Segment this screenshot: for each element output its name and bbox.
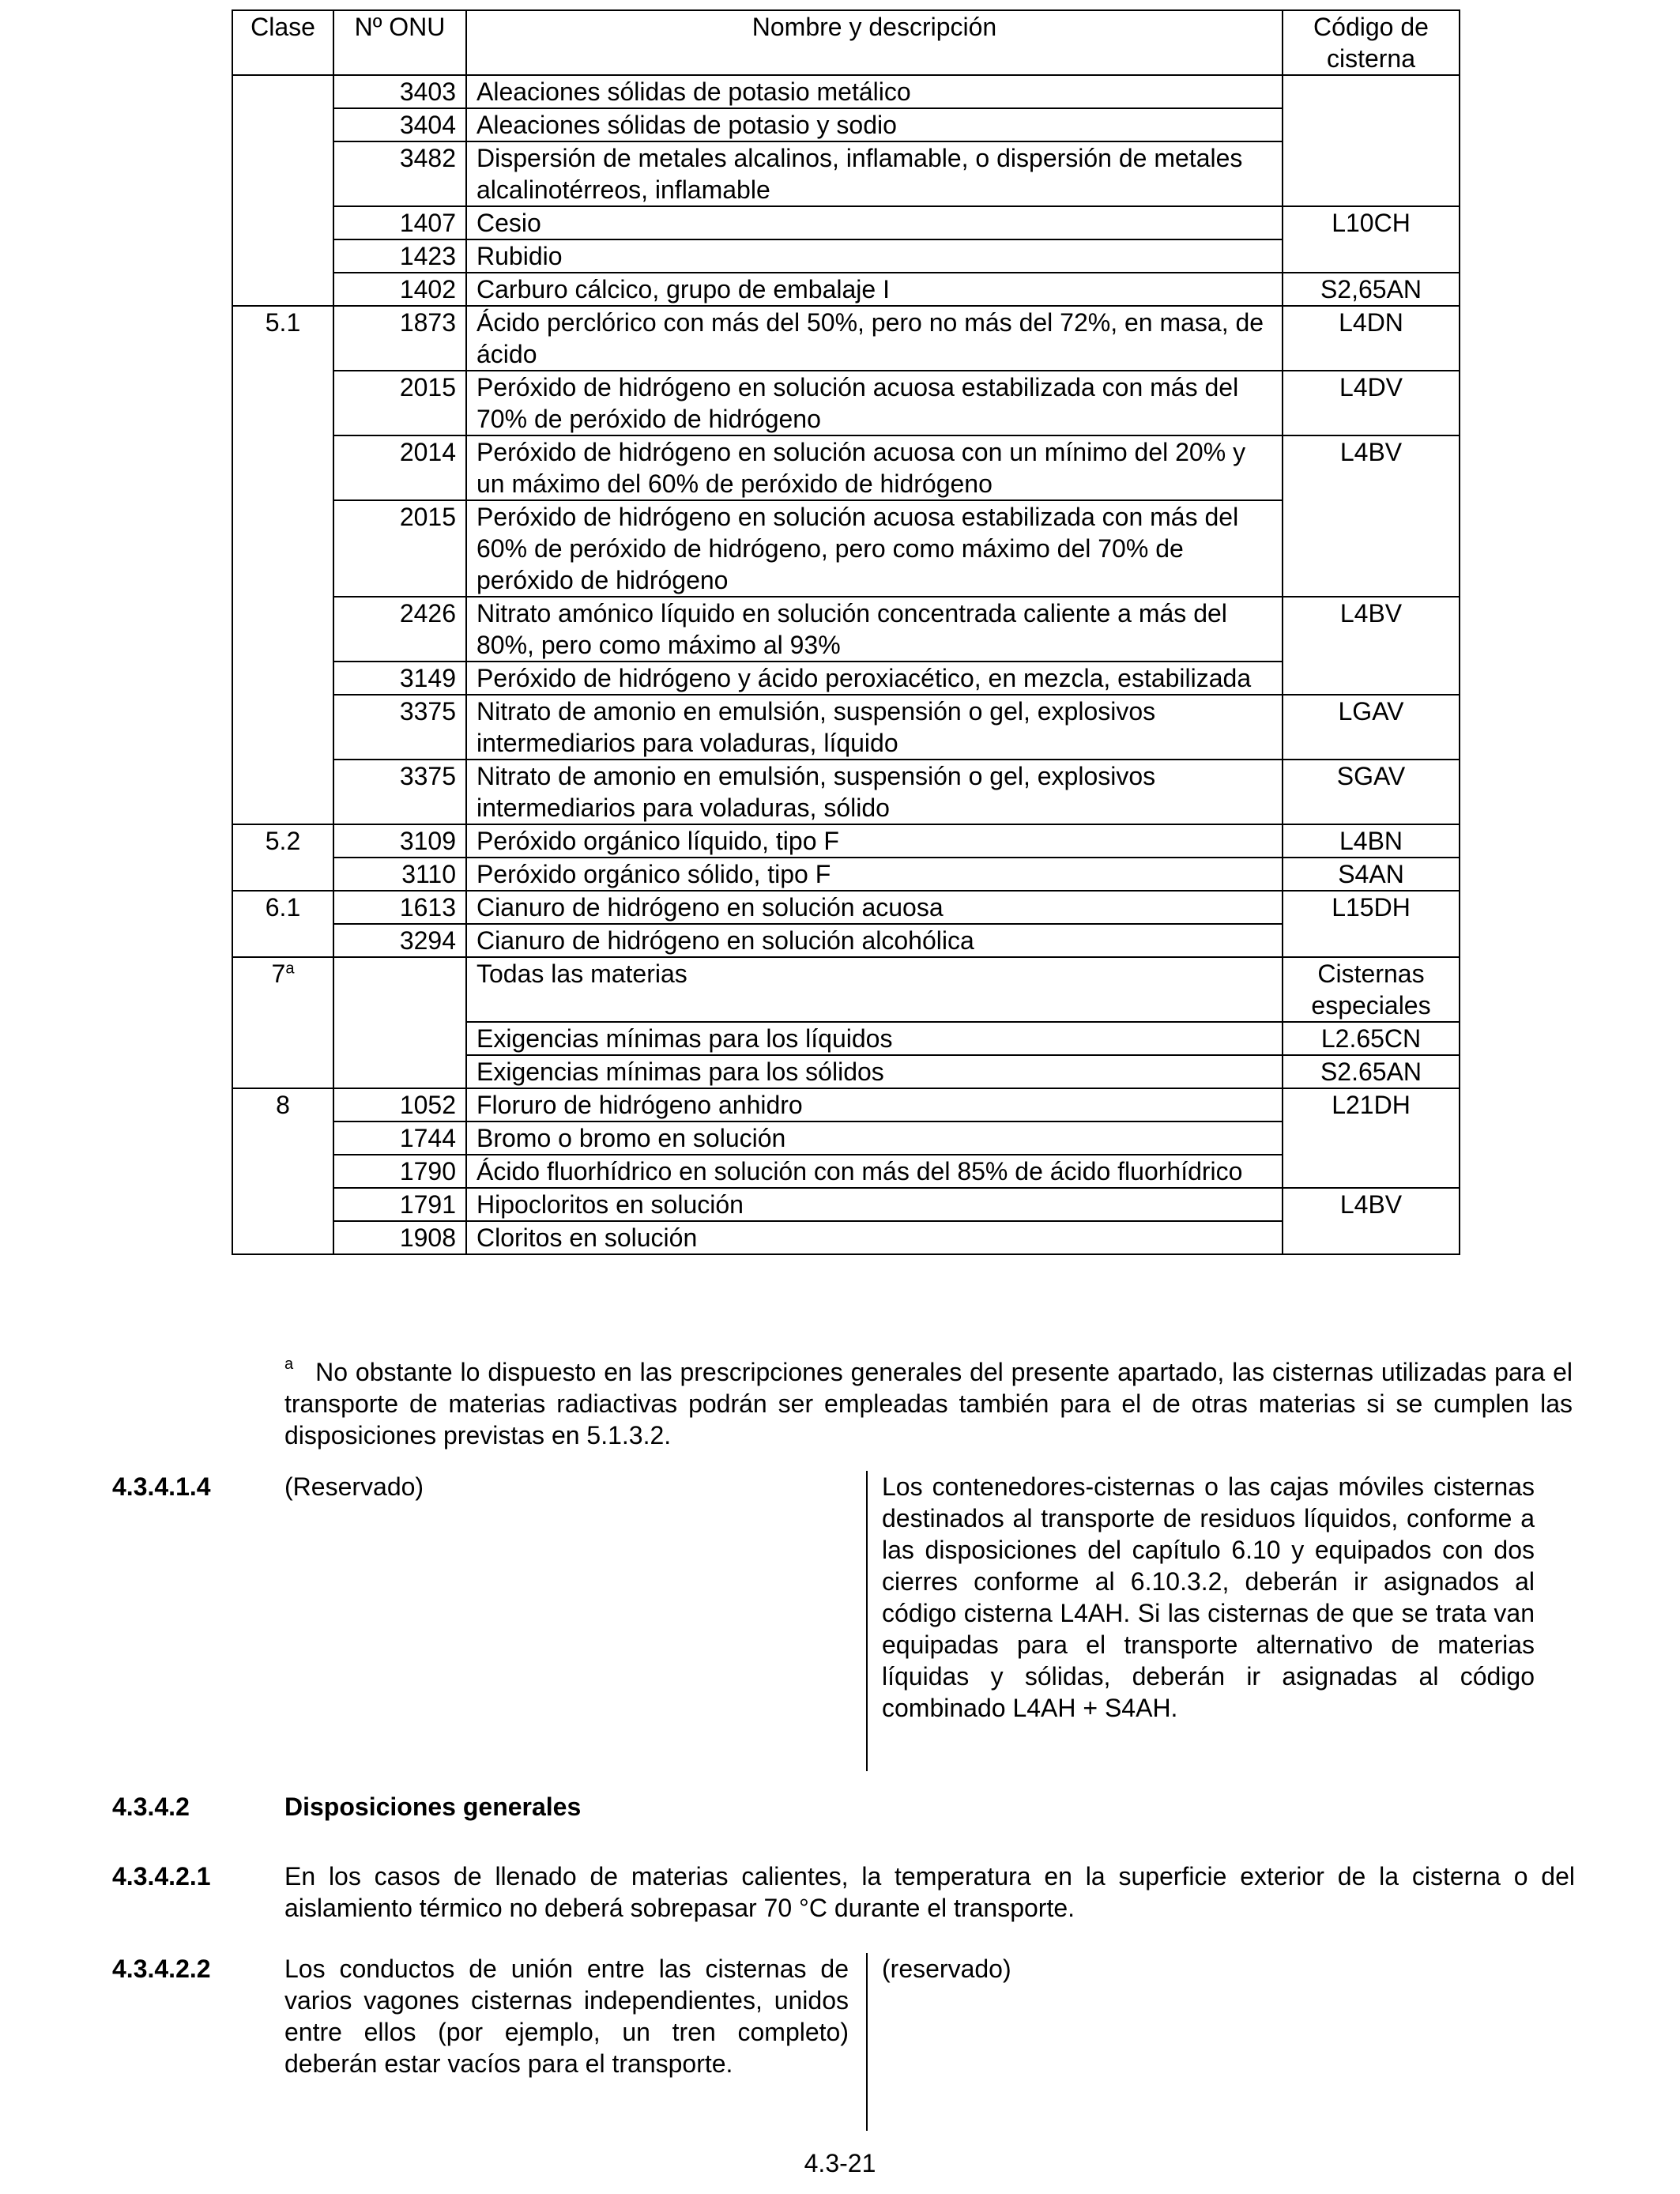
- desc-cell: Peróxido de hidrógeno en solución acuosa estabilizada con más del 60% de peróxido de hidrógeno, pero como máximo del 70% de peróxido de hidrógeno: [466, 500, 1283, 597]
- code-cell: L4BV: [1283, 435, 1460, 597]
- code-cell: L4DN: [1283, 306, 1460, 371]
- column-divider: [866, 1953, 868, 2131]
- footnote-marker: a: [284, 1355, 294, 1373]
- onu-cell: 3294: [333, 924, 466, 957]
- table-row: [232, 75, 1460, 108]
- desc-cell: Dispersión de metales alcalinos, inflamable, o dispersión de metales alcalinotérreos, inflamable: [466, 141, 1283, 206]
- section-number-4-3-4-2-1: 4.3.4.2.1: [112, 1862, 211, 1891]
- code-cell: L4DV: [1283, 371, 1460, 435]
- section-4-3-4-2-1-text: En los casos de llenado de materias calientes, la temperatura en la superficie exterior de la cisterna o del aislamiento térmico no deberá sobrepasar 70 °C durante el transporte.: [284, 1862, 1575, 1922]
- table-row: [232, 1221, 1460, 1254]
- code-cell: L2.65CN: [1283, 1022, 1460, 1055]
- table-row: [232, 858, 1460, 891]
- desc-cell: Peróxido orgánico líquido, tipo F: [466, 824, 1283, 858]
- clase-cell: 5.1: [232, 306, 333, 824]
- clase-cell: 6.1: [232, 891, 333, 957]
- clase-cell: 5.2: [232, 824, 333, 891]
- column-divider: [866, 1471, 868, 1771]
- desc-cell: Aleaciones sólidas de potasio y sodio: [466, 108, 1283, 141]
- onu-cell: 1402: [333, 273, 466, 306]
- onu-cell: 3404: [333, 108, 466, 141]
- table-row: [232, 1155, 1460, 1188]
- onu-cell: 3375: [333, 760, 466, 824]
- onu-cell: 1052: [333, 1088, 466, 1122]
- onu-cell: 1873: [333, 306, 466, 371]
- section-title-4-3-4-2: Disposiciones generales: [284, 1793, 582, 1821]
- section-4-3-4-1-4-left: (Reservado): [284, 1472, 424, 1501]
- clase-cell: [232, 75, 333, 306]
- onu-cell: 1791: [333, 1188, 466, 1221]
- table-row: [232, 957, 1460, 1022]
- table-row: [232, 924, 1460, 957]
- desc-cell: Todas las materias: [466, 957, 1283, 1022]
- desc-cell: Nitrato amónico líquido en solución concentrada caliente a más del 80%, pero como máximo al 93%: [466, 597, 1283, 662]
- code-cell: S2.65AN: [1283, 1055, 1460, 1088]
- table-row: [232, 273, 1460, 306]
- desc-cell: Exigencias mínimas para los sólidos: [466, 1055, 1283, 1088]
- onu-cell: 3403: [333, 75, 466, 108]
- header-onu: Nº ONU: [333, 10, 466, 75]
- footnote-mark: a: [285, 959, 295, 978]
- code-cell: L10CH: [1283, 206, 1460, 273]
- onu-cell: 1908: [333, 1221, 466, 1254]
- desc-cell: Cianuro de hidrógeno en solución acuosa: [466, 891, 1283, 924]
- section-4-3-4-2-2-left: Los conductos de unión entre las cisternas de varios vagones cisternas independientes, unidos entre ellos (por ejemplo, un tren completo) deberán estar vacíos para el transporte.: [284, 1955, 849, 2078]
- clase-cell: [232, 957, 333, 1088]
- table-row: [232, 1122, 1460, 1155]
- desc-cell: Bromo o bromo en solución: [466, 1122, 1283, 1155]
- table-row: [232, 1188, 1460, 1221]
- onu-cell: 3110: [333, 858, 466, 891]
- section-number-4-3-4-2-2: 4.3.4.2.2: [112, 1955, 211, 1983]
- header-clase: Clase: [232, 10, 333, 75]
- table-row: [232, 239, 1460, 273]
- table-row: [232, 108, 1460, 141]
- onu-cell: 2015: [333, 500, 466, 597]
- onu-cell: [333, 957, 466, 1088]
- tank-code-table: [232, 9, 1460, 1255]
- table-row: [232, 695, 1460, 760]
- desc-cell: Carburo cálcico, grupo de embalaje I: [466, 273, 1283, 306]
- section-4-3-4-2-2-right: (reservado): [882, 1955, 1011, 1983]
- table-row: [232, 597, 1460, 662]
- table-row: [232, 824, 1460, 858]
- desc-cell: Peróxido orgánico sólido, tipo F: [466, 858, 1283, 891]
- code-cell: SGAV: [1283, 760, 1460, 824]
- table-row: [232, 500, 1460, 597]
- onu-cell: 2015: [333, 371, 466, 435]
- section-number-4-3-4-1-4: 4.3.4.1.4: [112, 1472, 211, 1501]
- desc-cell: Nitrato de amonio en emulsión, suspensión o gel, explosivos intermediarios para voladuras, sólido: [466, 760, 1283, 824]
- table-row: [232, 1088, 1460, 1122]
- desc-cell: Ácido fluorhídrico en solución con más del 85% de ácido fluorhídrico: [466, 1155, 1283, 1188]
- clase-value: 7: [271, 959, 286, 988]
- code-cell: [1283, 75, 1460, 206]
- code-cell: L4BN: [1283, 824, 1460, 858]
- desc-cell: Exigencias mínimas para los líquidos: [466, 1022, 1283, 1055]
- code-cell: L15DH: [1283, 891, 1460, 957]
- desc-cell: Hipocloritos en solución: [466, 1188, 1283, 1221]
- clase-cell: 8: [232, 1088, 333, 1254]
- onu-cell: 1790: [333, 1155, 466, 1188]
- onu-cell: 2426: [333, 597, 466, 662]
- onu-cell: 3482: [333, 141, 466, 206]
- table-row: [232, 306, 1460, 371]
- onu-cell: 1423: [333, 239, 466, 273]
- table-row: [232, 141, 1460, 206]
- table-row: [232, 206, 1460, 239]
- footnote-text: No obstante lo dispuesto en las prescripciones generales del presente apartado, las cisternas utilizadas para el transporte de materias radiactivas podrán ser empleadas también para el de otras materias si se cumplen las disposiciones previstas en 5.1.3.2.: [284, 1358, 1573, 1449]
- desc-cell: Peróxido de hidrógeno en solución acuosa con un mínimo del 20% y un máximo del 60% de peróxido de hidrógeno: [466, 435, 1283, 500]
- desc-cell: Nitrato de amonio en emulsión, suspensión o gel, explosivos intermediarios para voladuras, líquido: [466, 695, 1283, 760]
- onu-cell: 1744: [333, 1122, 466, 1155]
- desc-cell: Cesio: [466, 206, 1283, 239]
- onu-cell: 2014: [333, 435, 466, 500]
- onu-cell: 1407: [333, 206, 466, 239]
- table-header-row: [232, 10, 1460, 75]
- code-cell: S2,65AN: [1283, 273, 1460, 306]
- table-row: [232, 891, 1460, 924]
- table-row: [232, 371, 1460, 435]
- desc-cell: Ácido perclórico con más del 50%, pero no más del 72%, en masa, de ácido: [466, 306, 1283, 371]
- desc-cell: Rubidio: [466, 239, 1283, 273]
- onu-cell: 3149: [333, 662, 466, 695]
- header-codigo: Código de cisterna: [1283, 10, 1460, 75]
- code-cell: L21DH: [1283, 1088, 1460, 1188]
- table-row: [232, 662, 1460, 695]
- onu-cell: 3109: [333, 824, 466, 858]
- desc-cell: Cianuro de hidrógeno en solución alcohólica: [466, 924, 1283, 957]
- onu-cell: 1613: [333, 891, 466, 924]
- section-4-3-4-1-4-right: Los contenedores-cisternas o las cajas móviles cisternas destinados al transporte de residuos líquidos, conforme a las disposiciones del capítulo 6.10 y equipados con dos cierres conforme al 6.10.3.2, deberán ir asignados al código cisterna L4AH. Si las cisternas de que se trata van equipadas para el transporte alternativo de materias líquidas y sólidas, deberán ir asignadas al código combinado L4AH + S4AH.: [882, 1472, 1535, 1722]
- code-cell: Cisternas especiales: [1283, 957, 1460, 1022]
- table-footnote: [284, 1356, 1573, 1451]
- section-number-4-3-4-2: 4.3.4.2: [112, 1793, 190, 1821]
- code-cell: L4BV: [1283, 597, 1460, 695]
- desc-cell: Peróxido de hidrógeno y ácido peroxiacético, en mezcla, estabilizada: [466, 662, 1283, 695]
- code-cell: LGAV: [1283, 695, 1460, 760]
- onu-cell: 3375: [333, 695, 466, 760]
- page-number: 4.3-21: [804, 2149, 876, 2177]
- table-row: [232, 760, 1460, 824]
- desc-cell: Peróxido de hidrógeno en solución acuosa estabilizada con más del 70% de peróxido de hidrógeno: [466, 371, 1283, 435]
- desc-cell: Cloritos en solución: [466, 1221, 1283, 1254]
- header-nombre: Nombre y descripción: [466, 10, 1283, 75]
- desc-cell: Aleaciones sólidas de potasio metálico: [466, 75, 1283, 108]
- desc-cell: Floruro de hidrógeno anhidro: [466, 1088, 1283, 1122]
- code-cell: L4BV: [1283, 1188, 1460, 1254]
- table-row: [232, 435, 1460, 500]
- code-cell: S4AN: [1283, 858, 1460, 891]
